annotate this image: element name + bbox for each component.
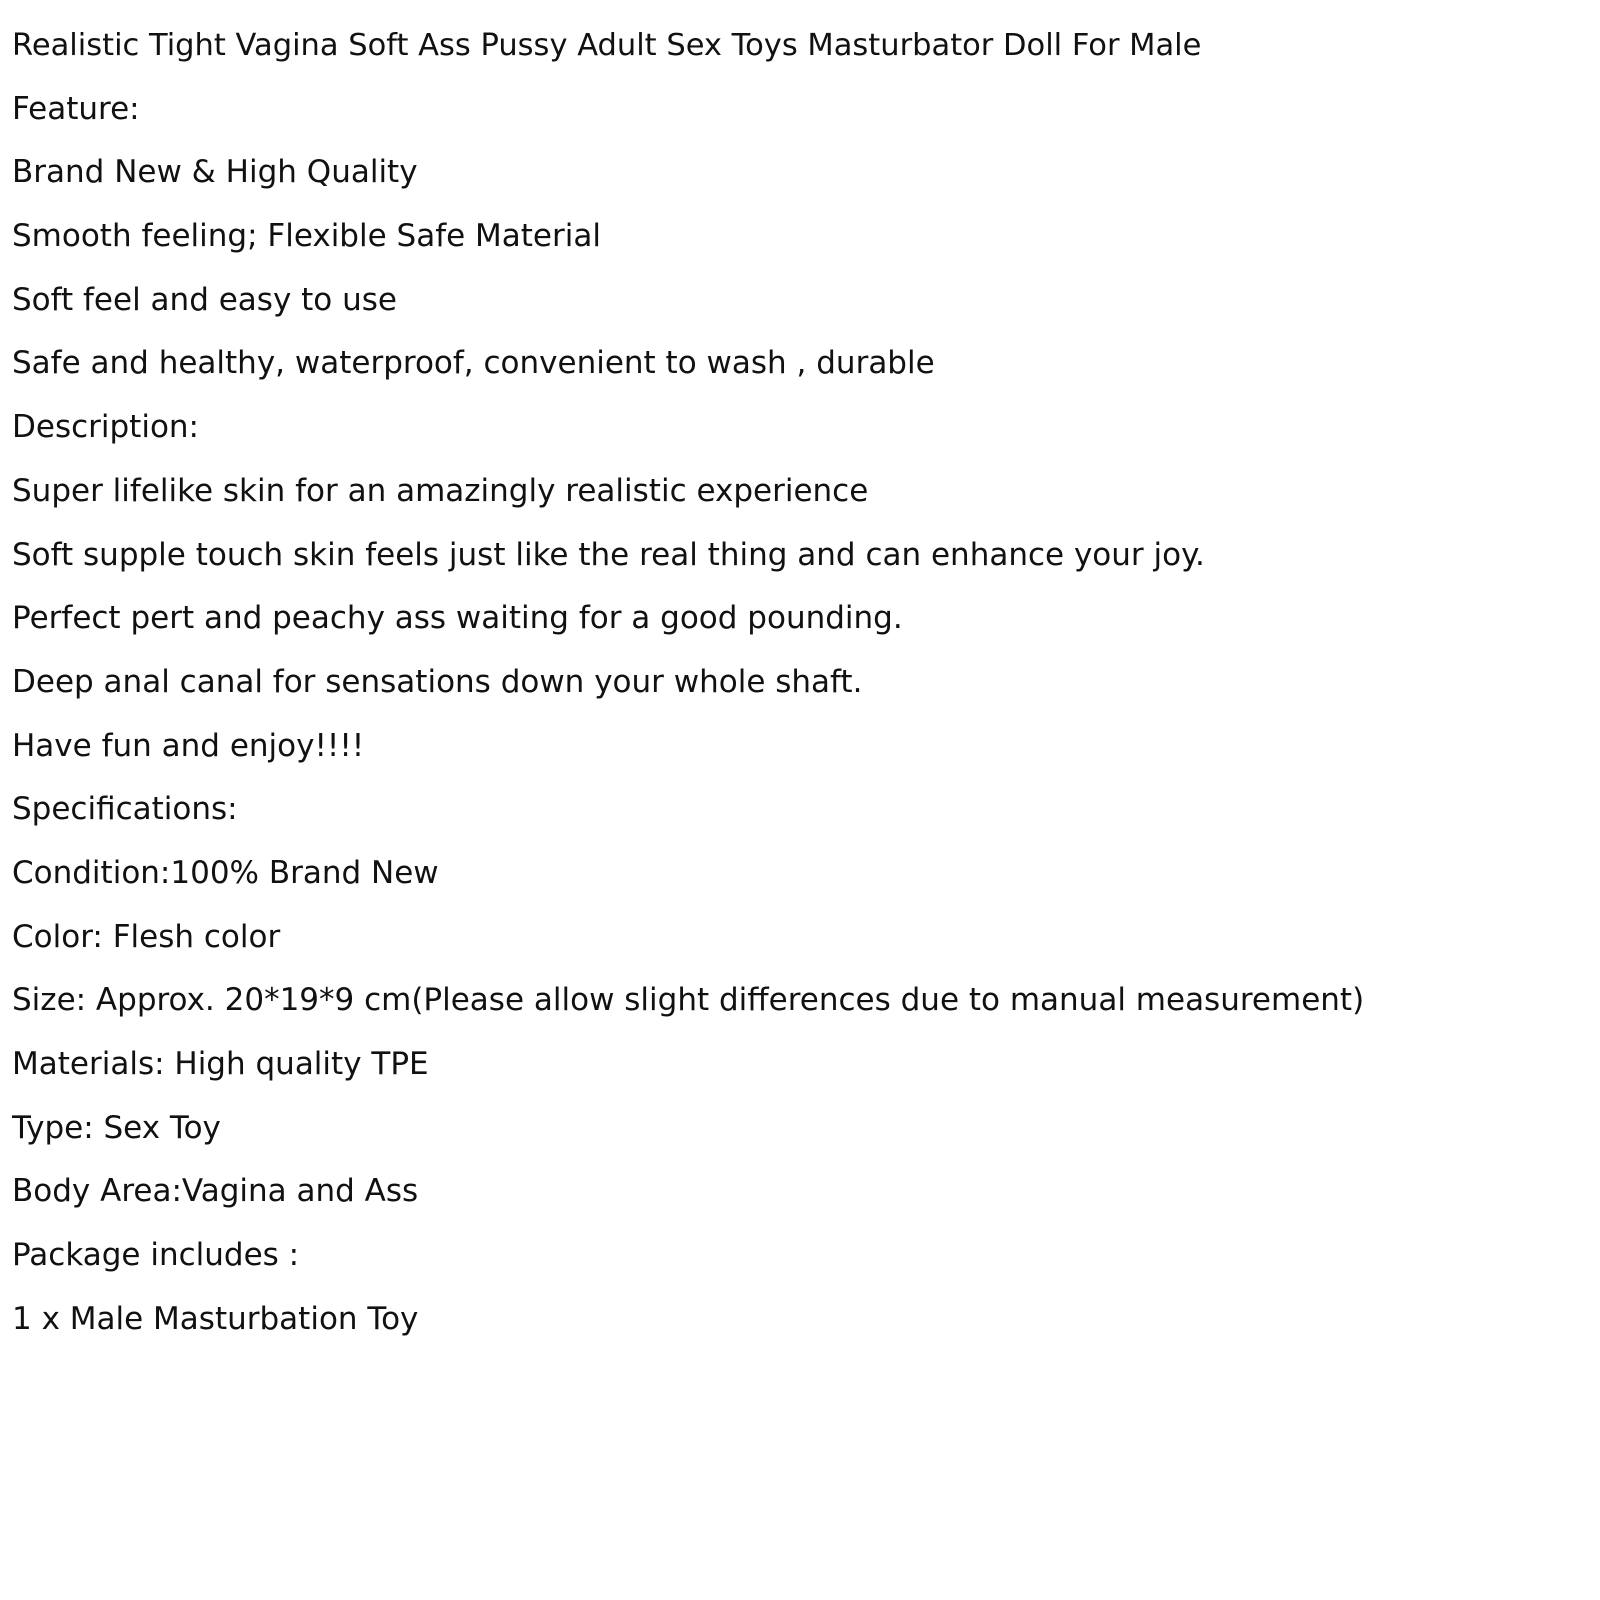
description-item: Soft supple touch skin feels just like the real thing and can enhance your joy.: [12, 536, 1205, 573]
description-item: Have fun and enjoy!!!!: [12, 727, 365, 764]
description-item: Deep anal canal for sensations down your whole shaft.: [12, 663, 863, 700]
specification-item: Body Area:Vagina and Ass: [12, 1173, 419, 1210]
package-item: 1 x Male Masturbation Toy: [12, 1300, 419, 1337]
feature-heading: Feature:: [12, 90, 140, 127]
specifications-heading: Specifications:: [12, 791, 238, 828]
product-description: [12, 14, 1588, 1351]
package-heading: Package includes :: [12, 1237, 300, 1274]
specification-item: Condition:100% Brand New: [12, 854, 439, 891]
description-item: Perfect pert and peachy ass waiting for a good pounding.: [12, 600, 903, 637]
product-title: Realistic Tight Vagina Soft Ass Pussy Adult Sex Toys Masturbator Doll For Male: [12, 28, 1202, 63]
specification-item: Size: Approx. 20*19*9 cm(Please allow slight differences due to manual measurement): [12, 982, 1365, 1019]
feature-item: Brand New & High Quality: [12, 154, 418, 191]
feature-item: Safe and healthy, waterproof, convenient to wash , durable: [12, 345, 935, 382]
description-heading: Description:: [12, 409, 199, 446]
feature-item: Smooth feeling; Flexible Safe Material: [12, 218, 601, 255]
feature-item: Soft feel and easy to use: [12, 281, 397, 318]
specification-item: Type: Sex Toy: [12, 1109, 221, 1146]
description-item: Super lifelike skin for an amazingly realistic experience: [12, 472, 869, 509]
specification-item: Color: Flesh color: [12, 918, 281, 955]
specification-item: Materials: High quality TPE: [12, 1046, 429, 1082]
